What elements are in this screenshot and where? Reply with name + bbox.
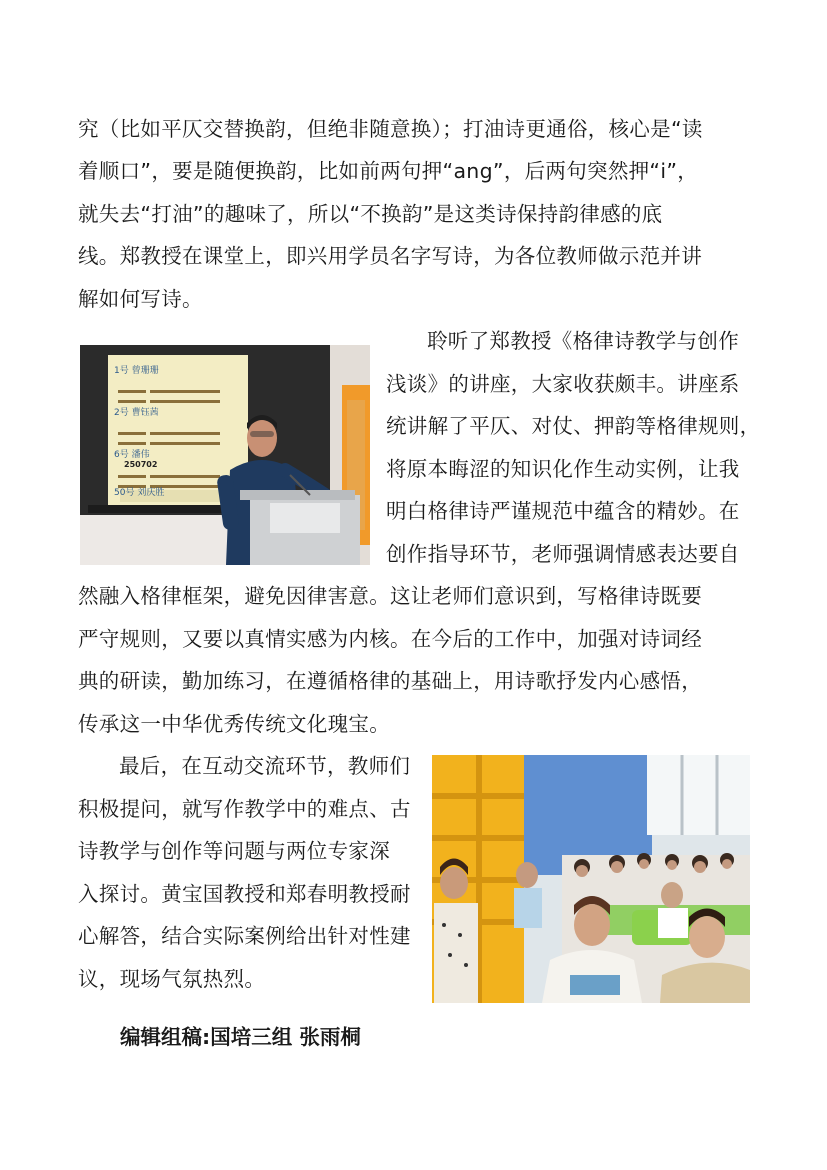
lecture-photo (80, 345, 370, 565)
screen-line-1: 1号 曾珊珊 (114, 366, 159, 376)
text-line: 然融入格律框架，避免因律害意。这让老师们意识到，写格律诗既要 (78, 584, 702, 608)
text-line: 统讲解了平仄、对仗、押韵等格律规则， (386, 414, 761, 438)
text-line: 积极提问，就写作教学中的难点、古 (78, 797, 411, 821)
text-line: 传承这一中华优秀传统文化瑰宝。 (78, 712, 390, 736)
classroom-photo (432, 755, 750, 1003)
screen-line-3: 6号 潘伟 (114, 450, 150, 460)
text-line: 最后，在互动交流环节，教师们 (119, 754, 411, 778)
screen-code: 250702 (124, 460, 158, 469)
text-line: 诗教学与创作等问题与两位专家深 (78, 839, 390, 863)
text-line: 入探讨。黄宝国教授和郑春明教授耐 (78, 882, 411, 906)
text-line: 明白格律诗严谨规范中蕴含的精妙。在 (386, 499, 740, 523)
text-line: 严守规则，又要以真情实感为内核。在今后的工作中，加强对诗词经 (78, 627, 702, 651)
text-line: 浅谈》的讲座，大家收获颇丰。讲座系 (386, 372, 740, 396)
text-line: 就失去“打油”的趣味了，所以“不换韵”是这类诗保持韵律感的底 (78, 202, 663, 226)
text-line: 典的研读，勤加练习，在遵循格律的基础上，用诗歌抒发内心感悟， (78, 669, 702, 693)
text-line: 心解答，结合实际案例给出针对性建 (78, 924, 411, 948)
screen-line-4: 50号 刘庆胜 (114, 488, 165, 498)
text-line: 解如何写诗。 (78, 287, 203, 311)
text-line: 创作指导环节，老师强调情感表达要自 (386, 542, 740, 566)
text-line: 聆听了郑教授《格律诗教学与创作 (427, 329, 739, 353)
text-line: 线。郑教授在课堂上，即兴用学员名字写诗，为各位教师做示范并讲 (78, 244, 702, 268)
editor-signature: 编辑组稿:国培三组 张雨桐 (120, 1025, 361, 1049)
text-line: 究（比如平仄交替换韵，但绝非随意换）；打油诗更通俗，核心是“读 (78, 117, 703, 141)
text-line: 将原本晦涩的知识化作生动实例，让我 (386, 457, 740, 481)
text-line: 议，现场气氛热烈。 (78, 967, 266, 991)
screen-line-2: 2号 曹钰茜 (114, 408, 159, 418)
text-line: 着顺口”，要是随便换韵，比如前两句押“ang”，后两句突然押“i”， (78, 159, 699, 183)
